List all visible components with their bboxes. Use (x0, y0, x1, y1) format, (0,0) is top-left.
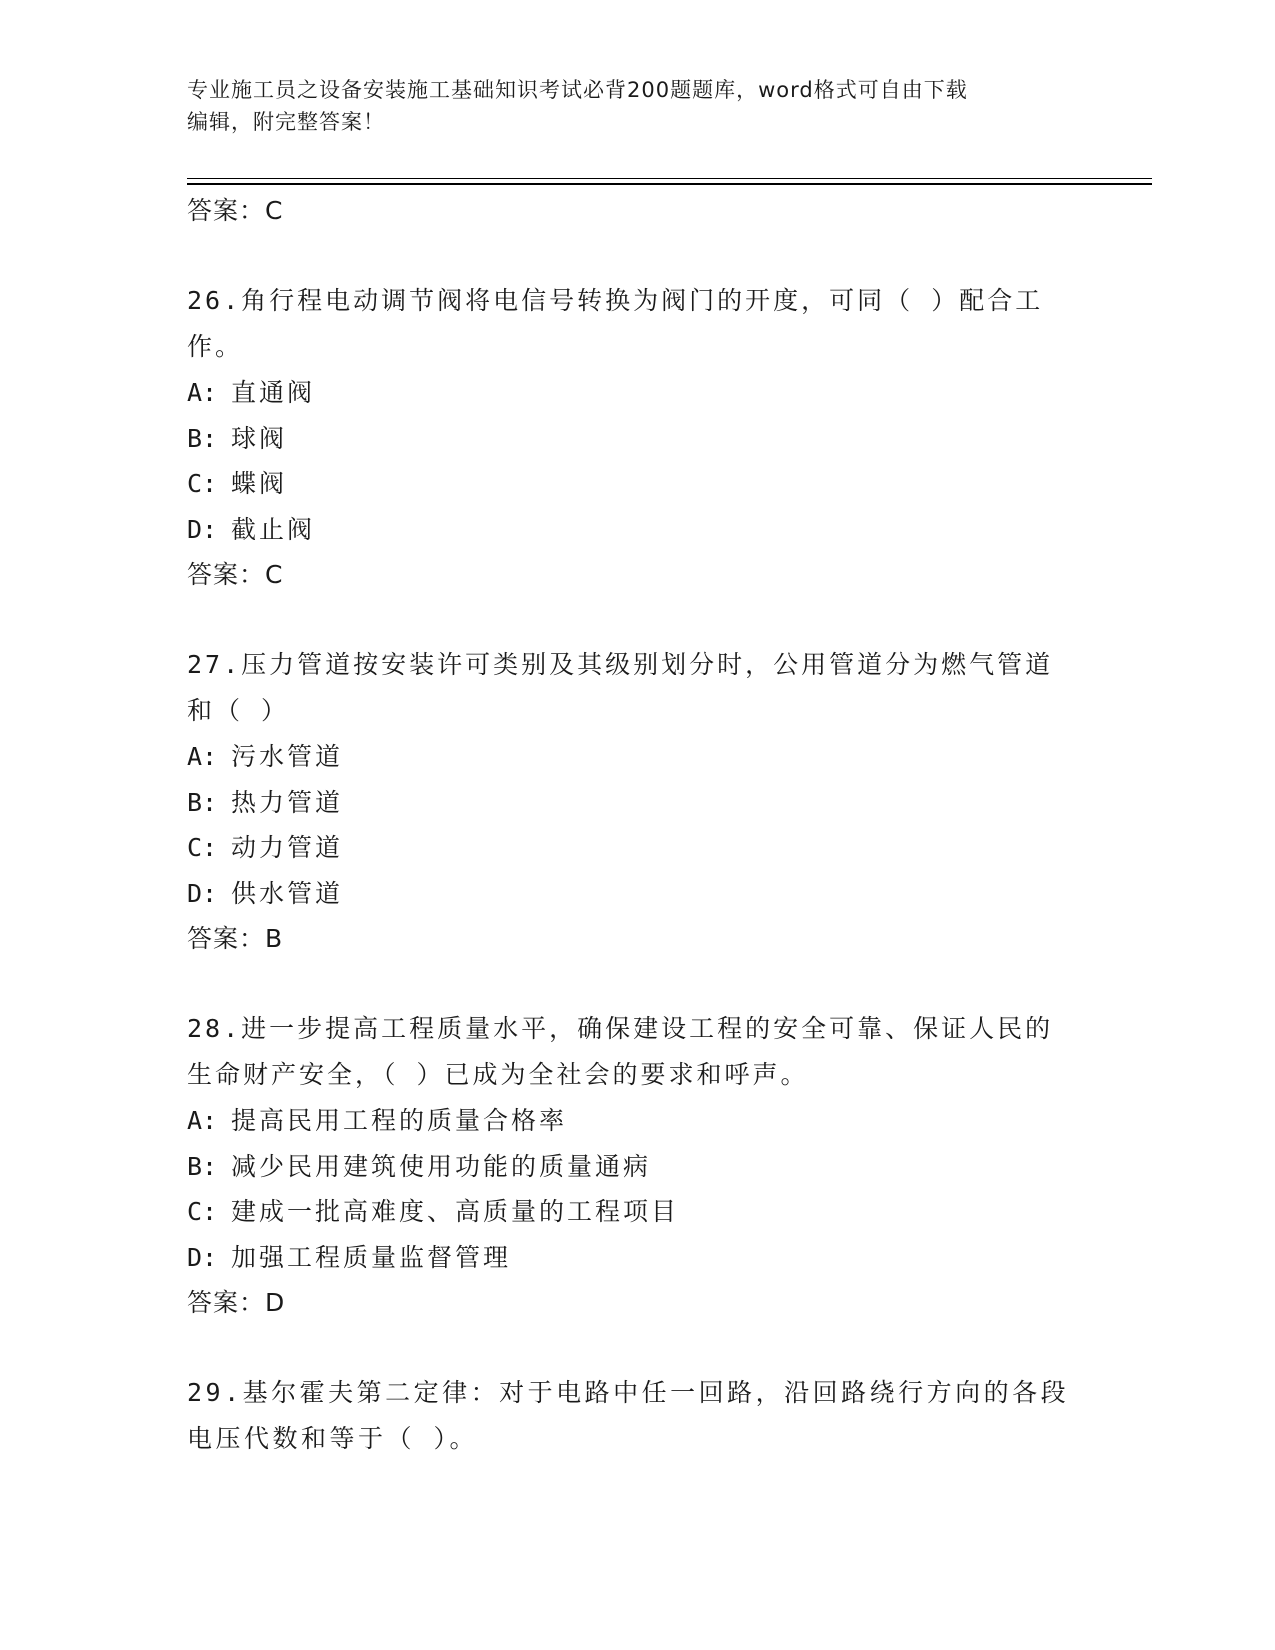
question-stem-line: 作。 (187, 332, 244, 361)
option-letter: C: (187, 833, 218, 862)
question-stem-line: 和（ ） (187, 696, 290, 725)
header-divider-thick (187, 183, 1152, 185)
option-text: 球阀 (231, 423, 288, 453)
option-text: 热力管道 (231, 787, 344, 817)
page-header (187, 74, 1087, 138)
option-text: 截止阀 (231, 514, 316, 544)
option-a (187, 1098, 1087, 1144)
option-letter: D: (187, 514, 218, 544)
option-c (187, 825, 1087, 871)
option-text: 蝶阀 (231, 469, 288, 498)
option-letter: D: (187, 878, 218, 908)
option-b (187, 780, 1087, 826)
option-text: 污水管道 (231, 742, 344, 771)
question-list (187, 188, 1087, 1462)
option-b (187, 416, 1087, 462)
answer-28: 答案：D (187, 1288, 286, 1317)
question-stem-line: 生命财产安全，（ ）已成为全社会的要求和呼声。 (187, 1060, 809, 1089)
option-c (187, 1189, 1087, 1235)
question-stem-line: 27.压力管道按安装许可类别及其级别划分时，公用管道分为燃气管道 (187, 650, 1054, 679)
option-letter: D: (187, 1242, 218, 1272)
question-stem-line: 26.角行程电动调节阀将电信号转换为阀门的开度，可同（ ）配合工 (187, 286, 1044, 315)
question-stem-line: 电压代数和等于（ ）。 (187, 1424, 479, 1453)
option-letter: B: (187, 787, 218, 817)
header-title-line-2: 编辑，附完整答案！ (187, 110, 385, 134)
option-letter: B: (187, 423, 218, 453)
option-a (187, 734, 1087, 780)
option-text: 供水管道 (231, 878, 344, 908)
option-text: 动力管道 (231, 833, 344, 862)
header-divider (187, 178, 1152, 179)
question-stem-line: 29.基尔霍夫第二定律：对于电路中任一回路，沿回路绕行方向的各段 (187, 1378, 1070, 1407)
question-26 (187, 278, 1087, 598)
option-letter: A: (187, 742, 218, 771)
option-letter: A: (187, 1106, 218, 1135)
header-title-line-1: 专业施工员之设备安装施工基础知识考试必背200题题库，word格式可自由下载 (187, 78, 968, 102)
option-d (187, 871, 1087, 917)
option-c (187, 461, 1087, 507)
question-28 (187, 1006, 1087, 1326)
option-letter: A: (187, 378, 218, 407)
option-text: 直通阀 (231, 378, 316, 407)
answer-27: 答案：B (187, 924, 284, 953)
option-text: 加强工程质量监督管理 (231, 1242, 512, 1272)
option-d (187, 1235, 1087, 1281)
question-stem-line: 28.进一步提高工程质量水平，确保建设工程的安全可靠、保证人民的 (187, 1014, 1054, 1043)
option-a (187, 370, 1087, 416)
option-letter: C: (187, 1197, 218, 1226)
answer-26: 答案：C (187, 560, 284, 589)
option-text: 减少民用建筑使用功能的质量通病 (231, 1151, 652, 1181)
question-27 (187, 642, 1087, 962)
previous-answer: 答案：C (187, 196, 284, 225)
option-d (187, 507, 1087, 553)
option-letter: B: (187, 1151, 218, 1181)
option-b (187, 1144, 1087, 1190)
option-letter: C: (187, 469, 218, 498)
option-text: 提高民用工程的质量合格率 (231, 1106, 568, 1135)
question-29 (187, 1370, 1087, 1462)
option-text: 建成一批高难度、高质量的工程项目 (231, 1197, 680, 1226)
